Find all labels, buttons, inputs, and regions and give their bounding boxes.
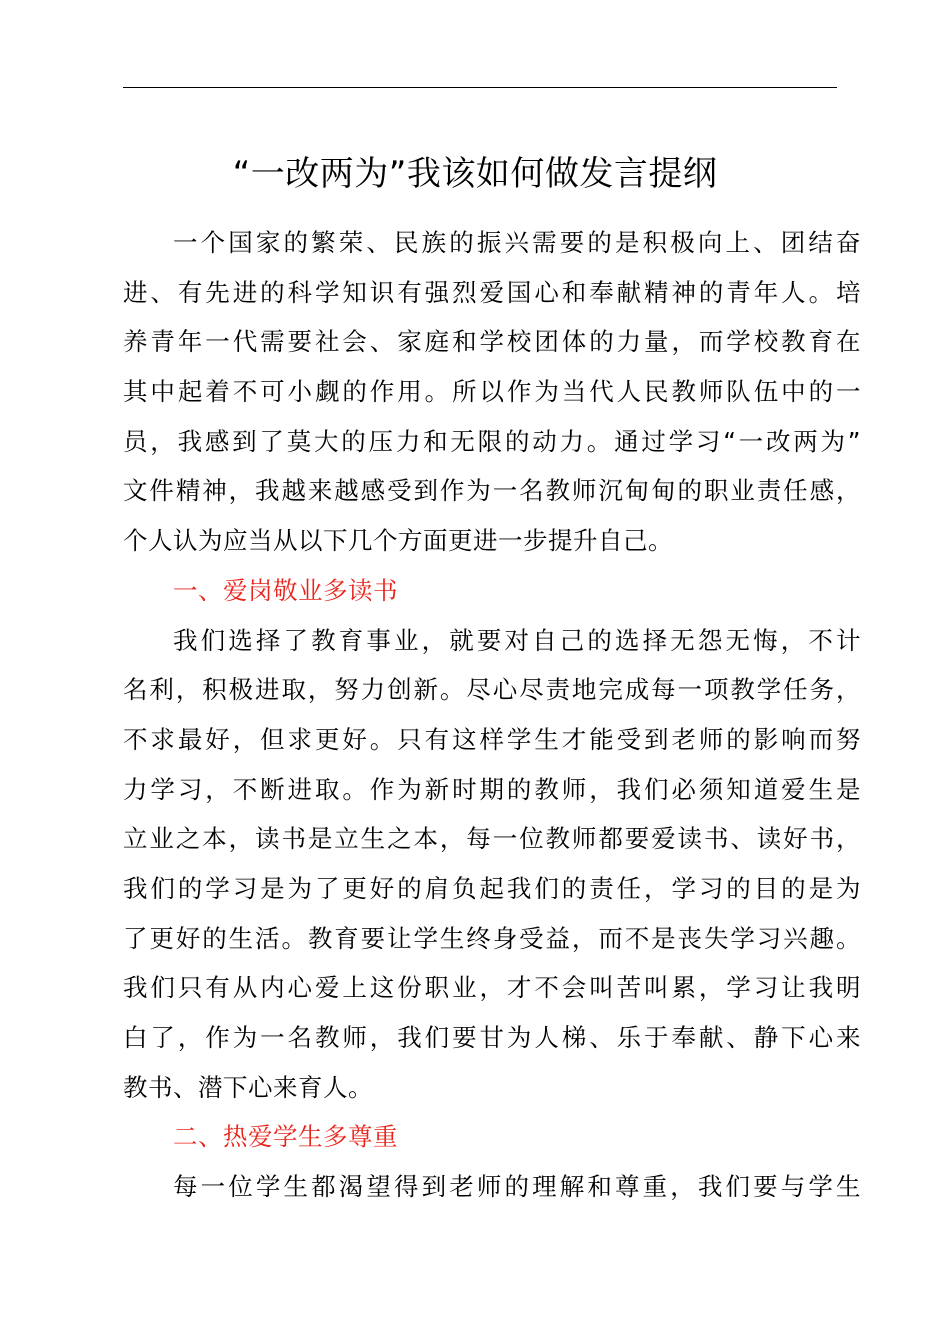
paragraph-line: 白了，作为一名教师，我们要甘为人梯、乐于奉献、静下心来 bbox=[123, 1023, 861, 1052]
paragraph-line: 一个国家的繁荣、民族的振兴需要的是积极向上、团结奋 bbox=[173, 228, 861, 257]
paragraph-line: 个人认为应当从以下几个方面更进一步提升自己。 bbox=[123, 526, 673, 556]
paragraph-line: 员，我感到了莫大的压力和无限的动力。通过学习“一改两为” bbox=[123, 426, 861, 456]
section-heading-1: 一、爱岗敬业多读书 bbox=[173, 575, 398, 605]
header-rule bbox=[123, 87, 837, 88]
paragraph-line: 立业之本，读书是立生之本，每一位教师都要爱读书、读好书， bbox=[123, 824, 861, 854]
paragraph-line: 不求最好，但求更好。只有这样学生才能受到老师的影响而努 bbox=[123, 724, 861, 754]
paragraph-line: 我们的学习是为了更好的肩负起我们的责任，学习的目的是为 bbox=[123, 873, 861, 903]
paragraph-line: 进、有先进的科学知识有强烈爱国心和奉献精神的青年人。培 bbox=[123, 277, 861, 307]
paragraph-line: 养青年一代需要社会、家庭和学校团体的力量，而学校教育在 bbox=[123, 327, 861, 357]
section-heading-2: 二、热爱学生多尊重 bbox=[173, 1122, 398, 1152]
paragraph-line: 我们只有从内心爱上这份职业，才不会叫苦叫累，学习让我明 bbox=[123, 973, 861, 1003]
paragraph-line: 了更好的生活。教育要让学生终身受益，而不是丧失学习兴趣。 bbox=[123, 923, 861, 953]
paragraph-line: 我们选择了教育事业，就要对自己的选择无怨无悔，不计 bbox=[173, 625, 861, 655]
paragraph-line: 其中起着不可小觑的作用。所以作为当代人民教师队伍中的一 bbox=[123, 377, 861, 407]
paragraph-line: 教书、潜下心来育人。 bbox=[123, 1072, 373, 1102]
paragraph-line: 名利，积极进取，努力创新。尽心尽责地完成每一项教学任务， bbox=[123, 675, 861, 705]
paragraph-line: 每一位学生都渴望得到老师的理解和尊重，我们要与学生 bbox=[173, 1172, 861, 1202]
intro-paragraph bbox=[123, 218, 861, 1212]
paragraph-line: 力学习，不断进取。作为新时期的教师，我们必须知道爱生是 bbox=[123, 774, 861, 804]
document-title: “一改两为”我该如何做发言提纲 bbox=[232, 154, 718, 194]
paragraph-line: 文件精神，我越来越感受到作为一名教师沉甸甸的职业责任感， bbox=[123, 476, 861, 506]
